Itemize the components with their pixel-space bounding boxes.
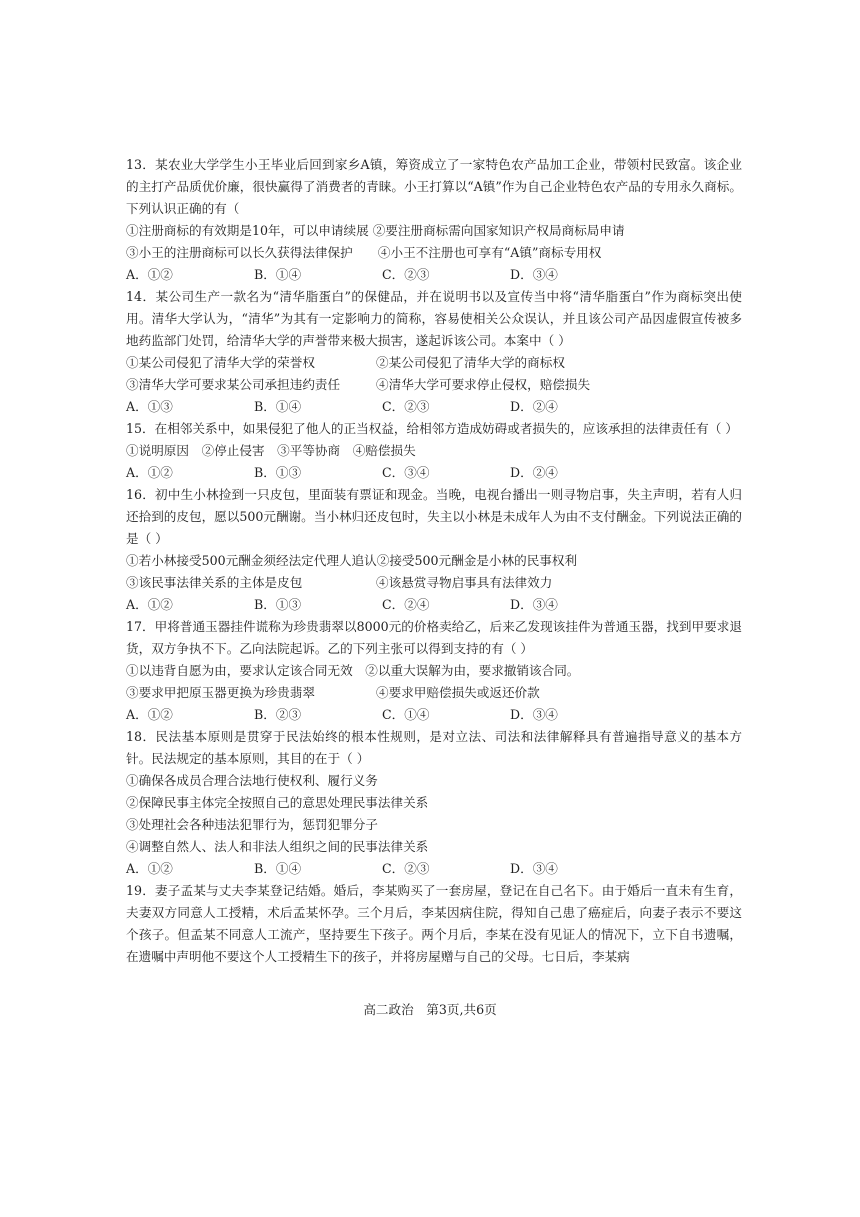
statement: ④要求甲赔偿损失或返还价款 (376, 685, 540, 700)
question-stem: 19．妻子孟某与丈夫李某登记结婚。婚后，李某购买了一套房屋，登记在自己名下。由于婚后一直未有生育，夫妻双方同意人工授精，术后孟某怀孕。三个月后，李某因病住院，得知自己患了癌症后，向妻子表示不要这个孩子。但孟某不同意人工流产，坚持要生下孩子。两个月后，李某在没有见证人的情况下，立下自书遗嘱，在遗嘱中声明他不要这个人工授精生下的孩子，并将房屋赠与自己的父母。七日后，李某病 (126, 883, 742, 964)
answer-choice: C．②④ (382, 597, 430, 612)
question-17 (126, 616, 742, 726)
answer-choices (126, 704, 742, 726)
answer-choice: D．③④ (510, 267, 558, 282)
answer-choice: C．①④ (382, 707, 430, 722)
statement: ④调整自然人、法人和非法人组织之间的民事法律关系 (126, 839, 429, 854)
answer-choice: C．②③ (382, 861, 430, 876)
answer-choice: D．②④ (510, 399, 558, 414)
answer-choice: A．①② (126, 465, 173, 480)
answer-choice: B．②③ (254, 707, 302, 722)
statement: ①某公司侵犯了清华大学的荣誉权 (126, 355, 315, 370)
answer-choice: D．③④ (510, 597, 558, 612)
answer-choice: C．③④ (382, 465, 430, 480)
answer-choice: A．①② (126, 861, 173, 876)
answer-choice: B．①③ (254, 597, 302, 612)
statement: ①说明原因 ②停止侵害 ③平等协商 ④赔偿损失 (126, 443, 416, 458)
question-13 (126, 154, 742, 286)
answer-choice: B．①④ (254, 861, 302, 876)
answer-choice: A．①② (126, 707, 173, 722)
answer-choice: B．①③ (254, 465, 302, 480)
statement-row (126, 352, 742, 374)
answer-choice: A．①② (126, 597, 173, 612)
question-18 (126, 726, 742, 880)
statement: ③小王的注册商标可以长久获得法律保护 ④小王不注册也可享有“A镇”商标专用权 (126, 245, 602, 260)
answer-choices (126, 396, 742, 418)
question-stem: 16．初中生小林捡到一只皮包，里面装有票证和现金。当晚，电视台播出一则寻物启事，失主声明，若有人归还拾到的皮包，愿以500元酬谢。当小林归还皮包时，失主以小林是未成年人为由不支付酬金。下列说法正确的是（ ） (126, 487, 742, 546)
answer-choice: B．①④ (254, 399, 302, 414)
question-stem: 13．某农业大学学生小王毕业后回到家乡A镇，筹资成立了一家特色农产品加工企业，带领村民致富。该企业的主打产品质优价廉，很快赢得了消费者的青睐。小王打算以“A镇”作为自己企业特色农产品的专用永久商标。下列认识正确的有（ (126, 157, 742, 216)
answer-choice: C．②③ (382, 267, 430, 282)
statement-row (126, 572, 742, 594)
answer-choice: B．①④ (254, 267, 302, 282)
question-14 (126, 286, 742, 418)
statement: ①确保各成员合理合法地行使权利、履行义务 (126, 773, 378, 788)
answer-choices (126, 462, 742, 484)
answer-choice: D．②④ (510, 465, 558, 480)
statement-row (126, 374, 742, 396)
statement: ③处理社会各种违法犯罪行为，惩罚犯罪分子 (126, 817, 378, 832)
statement: ②保障民事主体完全按照自己的意思处理民事法律关系 (126, 795, 429, 810)
question-stem: 15．在相邻关系中，如果侵犯了他人的正当权益，给相邻方造成妨碍或者损失的，应该承担的法律责任有（ ） (126, 421, 738, 436)
page-footer: 高二政治 第3页,共6页 (363, 1002, 497, 1017)
answer-choice: D．③④ (510, 861, 558, 876)
statement: ②某公司侵犯了清华大学的商标权 (376, 355, 565, 370)
statement: ③该民事法律关系的主体是皮包 (126, 575, 303, 590)
statement: ③要求甲把原玉器更换为珍贵翡翠 (126, 685, 315, 700)
question-list (126, 154, 742, 968)
question-16 (126, 484, 742, 616)
answer-choices (126, 594, 742, 616)
statement: ④清华大学可要求停止侵权，赔偿损失 (376, 377, 591, 392)
statement: ①以违背自愿为由，要求认定该合同无效 ②以重大误解为由，要求撤销该合同。 (126, 663, 580, 678)
question-stem: 14．某公司生产一款名为“清华脂蛋白”的保健品，并在说明书以及宣传当中将“清华脂蛋白”作为商标突出使用。清华大学认为，“清华”为其有一定影响力的简称，容易使相关公众误认，并且该公司产品因虚假宣传被多地药监部门处罚，给清华大学的声誉带来极大损害，遂起诉该公司。本案中（ ） (126, 289, 742, 348)
answer-choice: D．③④ (510, 707, 558, 722)
answer-choice: A．①③ (126, 399, 173, 414)
statement: ④该悬赏寻物启事具有法律效力 (376, 575, 553, 590)
statement: ①若小林接受500元酬金须经法定代理人追认②接受500元酬金是小林的民事权利 (126, 553, 578, 568)
answer-choices (126, 264, 742, 286)
answer-choices (126, 858, 742, 880)
question-stem: 18．民法基本原则是贯穿于民法始终的根本性规则，是对立法、司法和法律解释具有普遍指导意义的基本方针。民法规定的基本原则，其目的在于（ ） (126, 729, 742, 766)
question-15 (126, 418, 742, 484)
statement: ①注册商标的有效期是10年，可以申请续展 ②要注册商标需向国家知识产权局商标局申请 (126, 223, 625, 238)
answer-choice: A．①② (126, 267, 173, 282)
question-stem: 17．甲将普通玉器挂件谎称为珍贵翡翠以8000元的价格卖给乙，后来乙发现该挂件为普通玉器，找到甲要求退货，双方争执不下。乙向法院起诉。乙的下列主张可以得到支持的有（ ） (126, 619, 742, 656)
question-19 (126, 880, 742, 968)
statement: ③清华大学可要求某公司承担违约责任 (126, 377, 341, 392)
statement-row (126, 682, 742, 704)
answer-choice: C．②③ (382, 399, 430, 414)
